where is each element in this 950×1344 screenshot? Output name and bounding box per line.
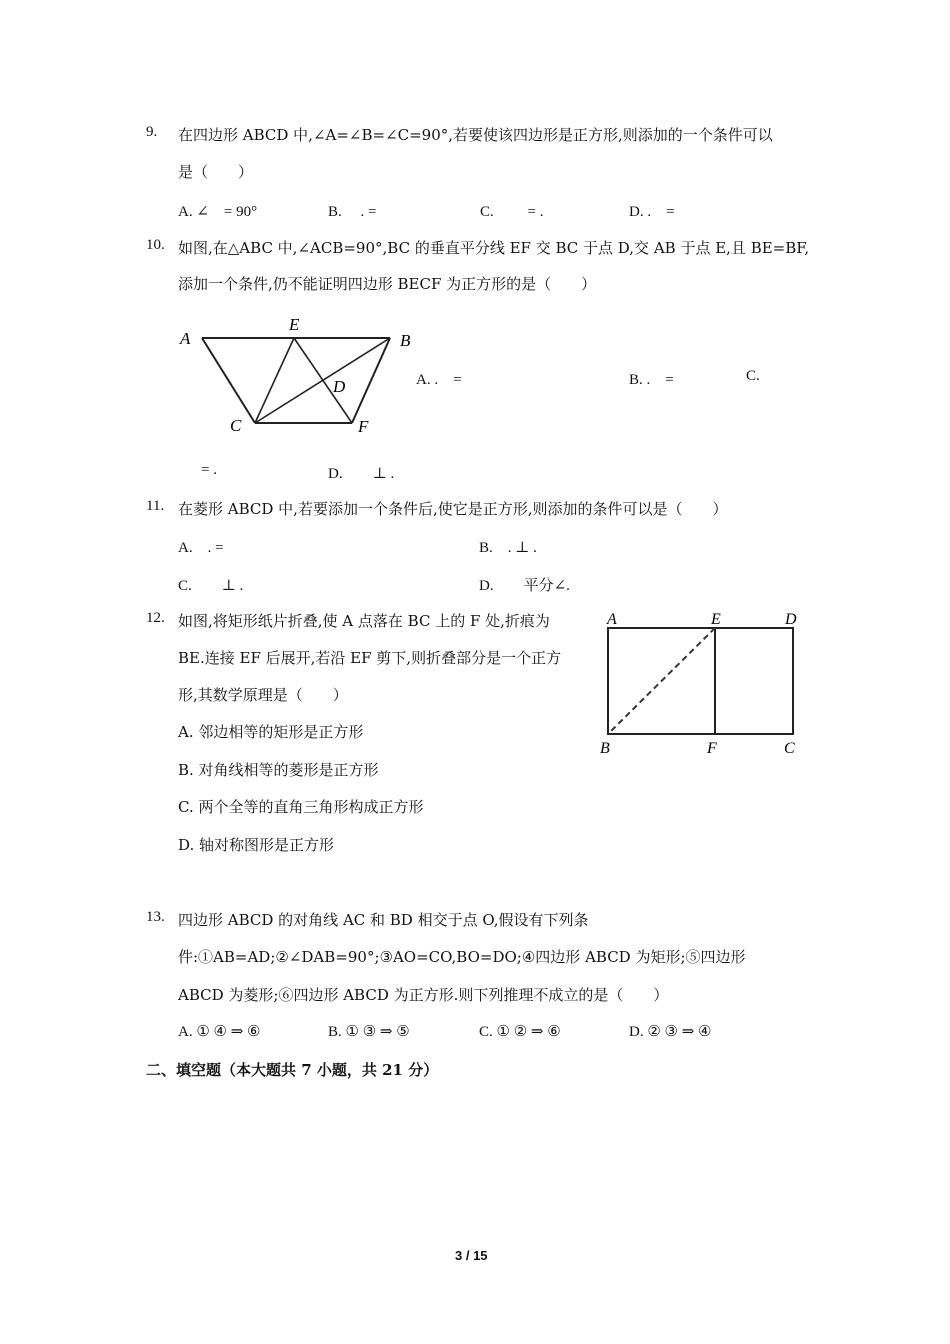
q10-stem-line2: 添加一个条件,仍不能证明四边形 BECF 为正方形的是（ ） xyxy=(178,275,597,293)
q9-option-a: A. ∠ = 90° xyxy=(178,204,258,220)
q11-number: 11. xyxy=(146,498,165,514)
q9-option-c: C. = . xyxy=(480,204,544,220)
label-e: E xyxy=(711,611,721,628)
label-f: F xyxy=(358,417,369,436)
segment-ac xyxy=(202,338,255,423)
label-f: F xyxy=(707,740,717,757)
q12-stem-line3: 形,其数学原理是（ ） xyxy=(178,686,348,704)
rectangle-abcd xyxy=(608,628,793,734)
q11-option-b: B. . ⊥ . xyxy=(479,540,537,556)
q11-option-c: C. ⊥ . xyxy=(178,578,244,594)
fold-line-be xyxy=(608,628,715,734)
q13-stem-line1: 四边形 ABCD 的对角线 AC 和 BD 相交于点 O,假设有下列条 xyxy=(178,911,589,929)
q12-option-d: D. 轴对称图形是正方形 xyxy=(178,836,335,854)
q10-stem-line1: 如图,在△ABC 中,∠ACB=90°,BC 的垂直平分线 EF 交 BC 于点 D,交 AB 于点 E,且 BE=BF, xyxy=(178,239,810,257)
label-a: A xyxy=(607,611,617,628)
label-c: C xyxy=(230,416,242,435)
q13-option-a: A. ① ④ ⇒ ⑥ xyxy=(178,1024,261,1040)
label-b: B xyxy=(400,331,411,350)
q9-stem-line1: 在四边形 ABCD 中,∠A=∠B=∠C=90°,若要使该四边形是正方形,则添加的一个条件可以 xyxy=(178,126,773,144)
q12-option-b: B. 对角线相等的菱形是正方形 xyxy=(178,761,379,779)
q12-option-c: C. 两个全等的直角三角形构成正方形 xyxy=(178,798,424,816)
label-d: D xyxy=(785,611,797,628)
q13-option-c: C. ① ② ⇒ ⑥ xyxy=(479,1024,561,1040)
q10-number: 10. xyxy=(146,237,165,253)
q13-option-d: D. ② ③ ⇒ ④ xyxy=(629,1024,712,1040)
q13-number: 13. xyxy=(146,909,165,925)
q9-number: 9. xyxy=(146,124,158,140)
q9-stem-line2: 是（ ） xyxy=(178,163,254,181)
q11-option-a: A. . = xyxy=(178,540,224,556)
q12-stem-line2: BE.连接 EF 后展开,若沿 EF 剪下,则折叠部分是一个正方 xyxy=(178,649,562,667)
q13-option-b: B. ① ③ ⇒ ⑤ xyxy=(328,1024,410,1040)
q10-option-d: D. ⊥ . xyxy=(328,466,395,482)
q12-figure xyxy=(598,603,813,763)
q13-stem-line3: ABCD 为菱形;⑥四边形 ABCD 为正方形.则下列推理不成立的是（ ） xyxy=(178,986,669,1004)
q12-number: 12. xyxy=(146,610,165,626)
q11-stem: 在菱形 ABCD 中,若要添加一个条件后,使它是正方形,则添加的条件可以是（ ） xyxy=(178,500,728,518)
page-number: 3 / 15 xyxy=(455,1248,488,1263)
label-c: C xyxy=(784,740,795,757)
q9-option-b: B. . = xyxy=(328,204,377,220)
q9-option-d: D. . = xyxy=(629,204,675,220)
q11-option-d: D. 平分∠. xyxy=(479,578,570,594)
q10-figure xyxy=(170,310,420,440)
label-e: E xyxy=(289,315,300,334)
q10-option-a: A. . = xyxy=(416,372,462,388)
q12-option-a: A. 邻边相等的矩形是正方形 xyxy=(178,723,364,741)
q10-option-b: B. . = xyxy=(629,372,674,388)
label-a: A xyxy=(180,329,191,348)
label-d: D xyxy=(333,377,346,396)
q10-option-c-cont: = . xyxy=(201,462,217,478)
section-heading-fill-in: 二、填空题（本大题共 7 小题，共 21 分） xyxy=(146,1061,439,1079)
q12-stem-line1: 如图,将矩形纸片折叠,使 A 点落在 BC 上的 F 处,折痕为 xyxy=(178,612,550,630)
q13-stem-line2: 件:①AB=AD;②∠DAB=90°;③AO=CO,BO=DO;④四边形 ABCD 为矩形;⑤四边形 xyxy=(178,948,746,966)
label-b: B xyxy=(600,740,610,757)
q10-option-c: C. xyxy=(746,368,760,384)
